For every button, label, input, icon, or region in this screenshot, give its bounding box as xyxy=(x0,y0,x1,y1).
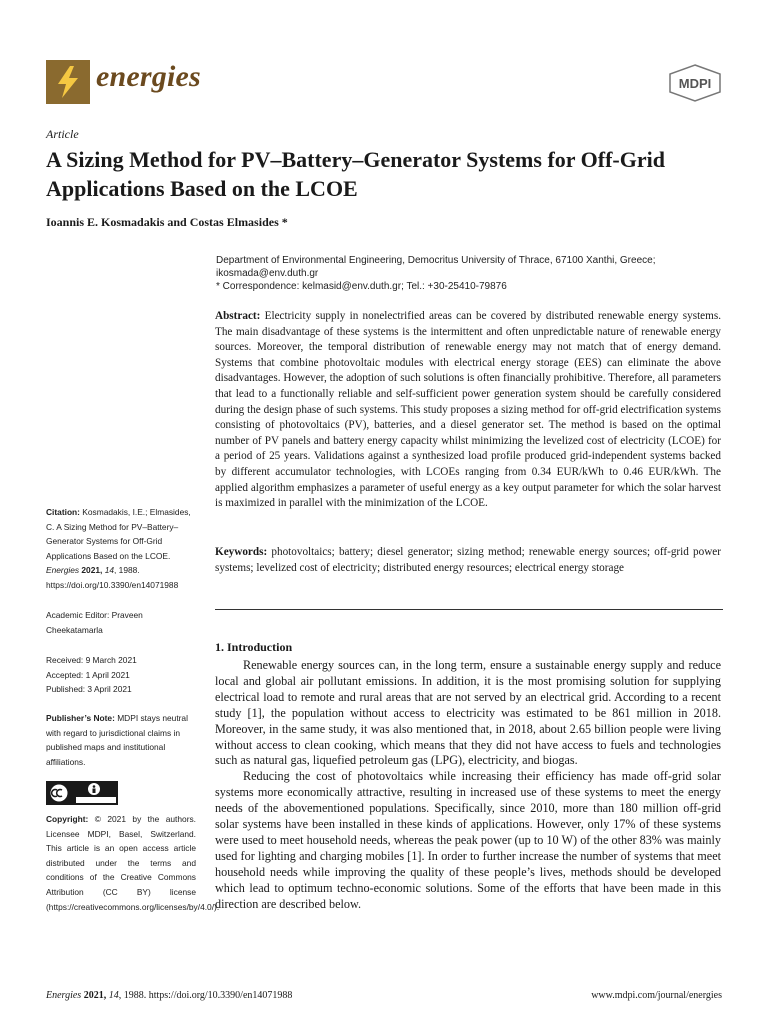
received-date: Received: 9 March 2021 xyxy=(46,655,137,665)
note-label: Publisher’s Note: xyxy=(46,713,115,723)
affiliation-email[interactable]: ikosmada@env.duth.gr xyxy=(216,268,319,279)
author-list: Ioannis E. Kosmadakis and Costas Elmasides * xyxy=(46,215,288,229)
footer-doi[interactable]: , 1988. https://doi.org/10.3390/en14071988 xyxy=(118,990,293,1001)
affiliation-block xyxy=(216,254,726,293)
paragraph: Renewable energy sources can, in the long term, ensure a sustainable energy supply and reduce local and global air pollutant emissions. In addition, it is the most promising solution for supplying electrical load to remote and rural areas that are not served by an electrical grid. According to a recent study [1], the population without access to electricity was estimated to be 861 million in 2018. Moreover, in the same study, it was also mentioned that, in 2018, about 2.65 billion people were living without access to clean cooking, which means that they did not have access to fuels and technologies such as natural gas, liquefied petroleum gas (LPG), electricity, and biogas. xyxy=(215,658,721,768)
editor-text: Academic Editor: Praveen Cheekatamarla xyxy=(46,610,143,635)
section-divider xyxy=(215,609,723,610)
citation-year: 2021, xyxy=(79,565,105,576)
lightning-bolt-icon xyxy=(46,60,90,104)
article-title: A Sizing Method for PV–Battery–Generator Systems for Off-Grid Applications Based on the LCOE xyxy=(46,147,665,201)
footer-journal: Energies xyxy=(46,990,82,1001)
keywords xyxy=(215,545,721,576)
correspondence: * Correspondence: kelmasid@env.duth.gr; Tel.: +30-25410-79876 xyxy=(216,281,507,292)
paragraph: Reducing the cost of photovoltaics while increasing their efficiency has made off-grid solar systems more economically attractive, resulting in increased use of these systems to meet the energy needs of the abovementioned populations. Specifically, since 2010, more than 180 million off-grid solar systems have been installed in these kinds of applications. However, only 17% of these systems were used to meet household needs, whereas the peak power (up to 10 W) of the other 83% was mainly used for lighting and charging mobiles [1]. In order to further increase the number of systems that meet household needs while improving the quality of these people’s lives, methods should be developed which lead to optimum techno-economic solutions. Some of the efforts that have been made in this direction are described below. xyxy=(215,769,721,911)
footer-citation xyxy=(46,990,292,1001)
abstract-text: Electricity supply in nonelectrified areas can be covered by distributed renewable energy systems. The main disadvantage of these systems is the intermittent and often unpredictable nature of renewable energy sources. Moreover, the temporal distribution of renewable energy may not match that of energy demand. Systems that combine photovoltaic modules with electrical energy storage (EES) can eliminate the above disadvantages. However, the adoption of such solutions is often financially prohibitive. Therefore, all parameters that lead to a functionally reliable and self-sufficient power generation system should be carefully considered during the design phase of such systems. This study proposes a sizing method for off-grid electrification systems consisting of photovoltaics (PV), batteries, and a diesel generator set. The method is based on the optimal number of PV panels and battery energy capacity whilst minimizing the levelized cost of electricity (LCOE) for a period of 25 years. Validations against a synthesized load profile produced grid-independent systems backed by different accumulator technologies, with LCOEs ranging from 0.34 EUR/kWh to 0.46 EUR/kWh. The applied algorithm emphasizes a parameter of useful energy as a key output parameter for which the solar harvest is maximized in parallel with the minimization of the LCOE. xyxy=(215,310,721,510)
article-type-label: Article xyxy=(46,127,79,141)
publication-dates xyxy=(46,653,196,697)
footer-year: 2021, xyxy=(81,990,109,1001)
academic-editor xyxy=(46,608,196,637)
footer-volume: 14 xyxy=(108,990,119,1001)
citation-label: Citation: xyxy=(46,507,80,517)
publisher-note xyxy=(46,711,196,769)
published-date: Published: 3 April 2021 xyxy=(46,684,132,695)
cc-badge-icon xyxy=(46,781,118,805)
citation-block xyxy=(46,505,196,593)
journal-name: energies xyxy=(96,60,201,93)
publisher-name: MDPI xyxy=(678,76,712,91)
abstract-label: Abstract: xyxy=(215,310,261,322)
keywords-text: photovoltaics; battery; diesel generator; sizing method; renewable energy sources; off-grid power systems; levelized cost of electricity; distributed energy resources; electrical energy storage xyxy=(215,546,721,574)
keywords-label: Keywords: xyxy=(215,546,268,558)
citation-journal: Energies xyxy=(46,565,80,576)
copyright-label: Copyright: xyxy=(46,814,89,824)
publisher-logo xyxy=(668,64,722,102)
section-heading: 1. Introduction xyxy=(215,640,293,654)
note-text: MDPI stays neutral with regard to jurisdictional claims in published maps and institutional affiliations. xyxy=(46,713,188,767)
journal-logo xyxy=(46,60,90,104)
affiliation-department: Department of Environmental Engineering, Democritus University of Thrace, 67100 Xanthi, Greece; xyxy=(216,255,656,266)
citation-volume: 14 xyxy=(104,565,115,576)
cc-by-license-icon[interactable] xyxy=(46,781,118,805)
abstract xyxy=(215,309,721,512)
citation-doi[interactable]: , 1988. https://doi.org/10.3390/en14071988 xyxy=(46,565,179,590)
citation-text: Kosmadakis, I.E.; Elmasides, C. A Sizing Method for PV–Battery–Generator Systems for Off-Grid Applications Based on the LCOE. xyxy=(46,507,191,561)
accepted-date: Accepted: 1 April 2021 xyxy=(46,669,130,680)
footer-journal-url[interactable]: www.mdpi.com/journal/energies xyxy=(591,990,722,1001)
copyright-block xyxy=(46,812,220,914)
introduction-body xyxy=(215,658,721,913)
copyright-text: © 2021 by the authors. Licensee MDPI, Basel, Switzerland. This article is an open access article distributed under the terms and conditions of the Creative Commons Attribution (CC BY) license (https://creativecommons.org/licenses/by/4.0/). xyxy=(46,814,220,912)
